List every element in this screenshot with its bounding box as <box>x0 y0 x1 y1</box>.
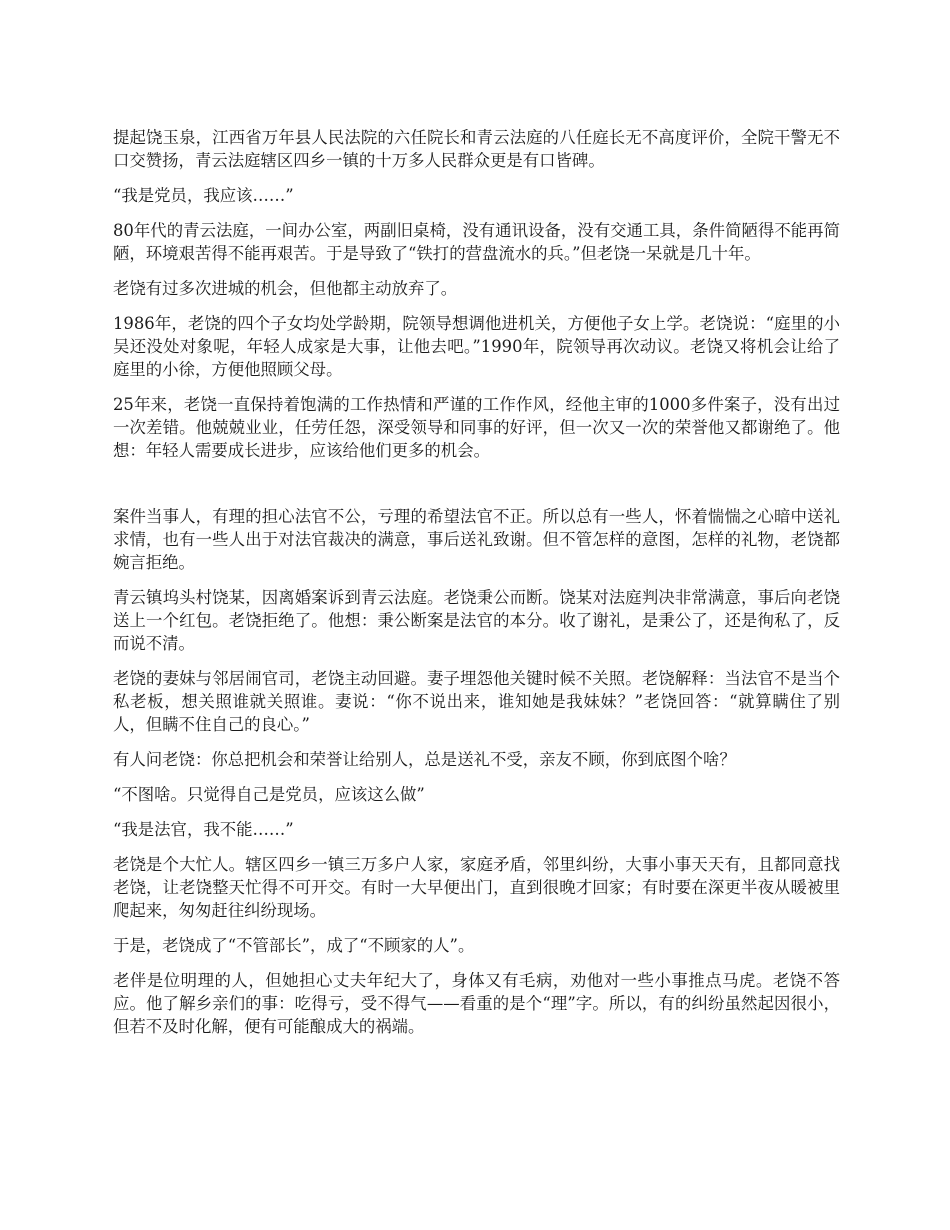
paragraph-litigants: 案件当事人，有理的担心法官不公，亏理的希望法官不正。所以总有一些人，怀着惴惴之心暗中送礼求情，也有一些人出于对法官裁决的满意，事后送礼致谢。但不管怎样的意图，怎样的礼物，老饶都婉言拒绝。 <box>113 507 840 572</box>
paragraph-1980s-court: 80年代的青云法庭，一间办公室，两副旧桌椅，没有通讯设备，没有交通工具，条件简陋得不能再简陋，环境艰苦得不能再艰苦。于是导致了“铁打的营盘流水的兵。”但老饶一呆就是几十年。 <box>113 221 840 263</box>
paragraph-red-envelope: 青云镇坞头村饶某，因离婚案诉到青云法庭。老饶秉公而断。饶某对法庭判决非常满意，事后向老饶送上一个红包。老饶拒绝了。他想：秉公断案是法官的本分。收了谢礼，是秉公了，还是徇私了，反而说不清。 <box>113 588 840 653</box>
paragraph-question: 有人问老饶：你总把机会和荣誉让给别人，总是送礼不受，亲友不顾，你到底图个啥？ <box>113 750 736 769</box>
paragraph-nicknames: 于是，老饶成了“不管部长”，成了“不顾家的人”。 <box>113 936 475 955</box>
paragraph-city-opportunities: 老饶有过多次进城的机会，但他都主动放弃了。 <box>113 279 458 298</box>
paragraph-wife: 老伴是位明理的人，但她担心丈夫年纪大了，身体又有毛病，劝他对一些小事推点马虎。老饶不答应。他了解乡亲们的事：吃得亏，受不得气——看重的是个“理”字。所以，有的纠纷虽然起因很小，但若不及时化解，便有可能酿成大的祸端。 <box>113 971 840 1036</box>
paragraph-25-years: 25年来，老饶一直保持着饱满的工作热情和严谨的工作作风，经他主审的1000多件案子，没有出过一次差错。他兢兢业业，任劳任怨，深受领导和同事的好评，但一次又一次的荣誉他又都谢绝了。他想：年轻人需要成长进步，应该给他们更多的机会。 <box>113 395 840 460</box>
paragraph-answer: “不图啥。只觉得自己是党员，应该这么做” <box>113 785 425 804</box>
paragraph-sister-in-law: 老饶的妻妹与邻居闹官司，老饶主动回避。妻子埋怨他关键时候不关照。老饶解释：当法官不是当个私老板，想关照谁就关照谁。妻说：“你不说出来，谁知她是我妹妹？”老饶回答：“就算瞒住了别人，但瞒不住自己的良心。” <box>113 669 840 734</box>
paragraph-quote-judge: “我是法官，我不能……” <box>113 820 294 839</box>
paragraph-intro: 提起饶玉泉，江西省万年县人民法院的六任院长和青云法庭的八任庭长无不高度评价，全院干警无不口交赞扬，青云法庭辖区四乡一镇的十万多人民群众更是有口皆碑。 <box>113 128 840 170</box>
article-body <box>113 126 840 1050</box>
paragraph-1986: 1986年，老饶的四个子女均处学龄期，院领导想调他进机关，方便他子女上学。老饶说：“庭里的小吴还没处对象呢，年轻人成家是大事，让他去吧。”1990年，院领导再次动议。老饶又将机会让给了庭里的小徐，方便他照顾父母。 <box>113 314 840 379</box>
paragraph-quote-party-member: “我是党员，我应该……” <box>113 186 294 205</box>
paragraph-busy-man: 老饶是个大忙人。辖区四乡一镇三万多户人家，家庭矛盾，邻里纠纷，大事小事天天有，且都同意找老饶，让老饶整天忙得不可开交。有时一大早便出门，直到很晚才回家；有时要在深更半夜从暖被里爬起来，匆匆赶往纠纷现场。 <box>113 855 840 920</box>
